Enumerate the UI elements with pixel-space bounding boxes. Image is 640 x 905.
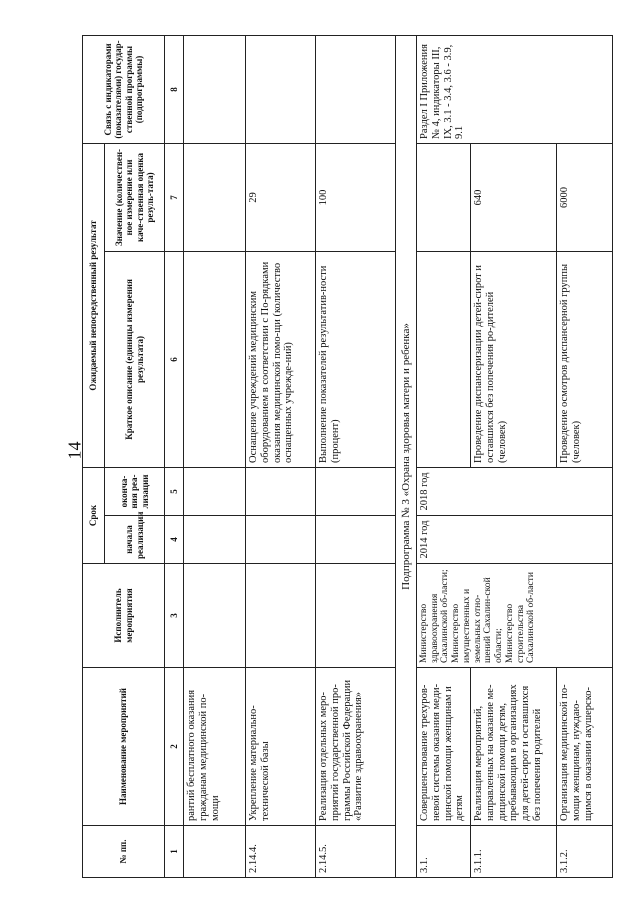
- col-number: 6: [165, 251, 184, 467]
- row-name: рантий бесплатного оказания гражданам медицинской по-мощи: [184, 668, 246, 826]
- table-row: [246, 35, 316, 877]
- subprogram-title: Подпрограмма № 3 «Охрана здоровья матери и ребенка»: [396, 35, 417, 877]
- table-row: [184, 35, 246, 877]
- landscape-sheet: [82, 36, 622, 878]
- row-start: 2014 год: [417, 516, 613, 564]
- row-num: 2.14.5.: [316, 826, 396, 878]
- row-start: [184, 516, 246, 564]
- row-num: 3.1.1.: [471, 826, 557, 878]
- row-value: 29: [246, 143, 316, 251]
- row-link: [184, 35, 246, 143]
- col-number: 8: [165, 35, 184, 143]
- header-term-start: начала реализации: [105, 516, 165, 564]
- measures-table: [82, 35, 613, 878]
- row-link: Раздел I Приложения № 4, индикаторы III, IX, 3.1 - 3.4, 3.6 - 3.9, 9.1: [417, 35, 613, 143]
- row-num: 3.1.: [417, 826, 471, 878]
- row-value: 6000: [557, 143, 613, 251]
- header-name: Наименование мероприятий: [83, 668, 165, 826]
- row-executor: [316, 564, 396, 668]
- header-term: Срок: [83, 467, 105, 563]
- row-end: [316, 467, 396, 515]
- header-link: Связь с индикаторами (показателями) государ-ственной программы (подпрограммы): [83, 35, 165, 143]
- row-desc: Выполнение показателей результатив-ности (процент): [316, 251, 396, 467]
- row-desc: [417, 251, 471, 467]
- header-value: Значение (количествен-ное измерение или каче-ственная оценка резуль-тата): [105, 143, 165, 251]
- row-end: [184, 467, 246, 515]
- row-end: 2018 год: [417, 467, 613, 515]
- table-row: [557, 35, 613, 877]
- row-start: [246, 516, 316, 564]
- row-name: Реализация отдельных меро-приятий государственной про-граммы Российской Федерации «Развитие здравоохранения»: [316, 668, 396, 826]
- row-desc: [184, 251, 246, 467]
- row-end: [246, 467, 316, 515]
- row-desc: Проведение диспансеризации детей-сирот и оставшихся без попечения ро-дителей (человек): [471, 251, 557, 467]
- row-name: Организация медицинской по-мощи женщинам, нуждаю-щимся в оказании акушерско-: [557, 668, 613, 826]
- row-link: [316, 35, 396, 143]
- column-number-row: [165, 35, 184, 877]
- row-num: [184, 826, 246, 878]
- header-short-desc: Краткое описание (единицы измерения результата): [105, 251, 165, 467]
- row-value: [184, 143, 246, 251]
- col-number: 7: [165, 143, 184, 251]
- col-number: 1: [165, 826, 184, 878]
- col-number: 2: [165, 668, 184, 826]
- row-value: [417, 143, 471, 251]
- table-row: [417, 35, 471, 877]
- row-desc: Оснащение учреждений медицинским оборудованием в соответствии с По-рядками оказания медицинской помо-щи (количество оснащенных учрежде-ний): [246, 251, 316, 467]
- header-term-end: оконча-ния реа-лизации: [105, 467, 165, 515]
- col-number: 3: [165, 564, 184, 668]
- col-number: 5: [165, 467, 184, 515]
- table-row: [316, 35, 396, 877]
- row-num: 2.14.4.: [246, 826, 316, 878]
- row-executor: Министерство здравоохранения Сахалинской об-ласти; Министерство имущественных и земельных отно-шений Сахалин-ской области; Министерство строительства Сахалинской об-ласти: [417, 564, 613, 668]
- header-num: № пп.: [83, 826, 165, 878]
- col-number: 4: [165, 516, 184, 564]
- page-number: 14: [64, 441, 85, 460]
- row-executor: [246, 564, 316, 668]
- row-desc: Проведение осмотров диспансерной группы (человек): [557, 251, 613, 467]
- table-row: [471, 35, 557, 877]
- subprogram-row: [396, 35, 417, 877]
- header-expected: Ожидаемый непосредственный результат: [83, 143, 105, 467]
- row-start: [316, 516, 396, 564]
- row-name: Укрепление материально-технической базы: [246, 668, 316, 826]
- row-name: Совершенствование трехуров-невой системы оказания меди-цинской помощи женщинам и детям: [417, 668, 471, 826]
- row-executor: [184, 564, 246, 668]
- row-name: Реализация мероприятий, направленных на оказание ме-дицинской помощи детям, пребывающим в организациях для детей-сирот и оставшихся без попечения родителей: [471, 668, 557, 826]
- header-executor: Исполнитель мероприятия: [83, 564, 165, 668]
- row-value: 100: [316, 143, 396, 251]
- row-value: 640: [471, 143, 557, 251]
- row-link: [246, 35, 316, 143]
- row-num: 3.1.2.: [557, 826, 613, 878]
